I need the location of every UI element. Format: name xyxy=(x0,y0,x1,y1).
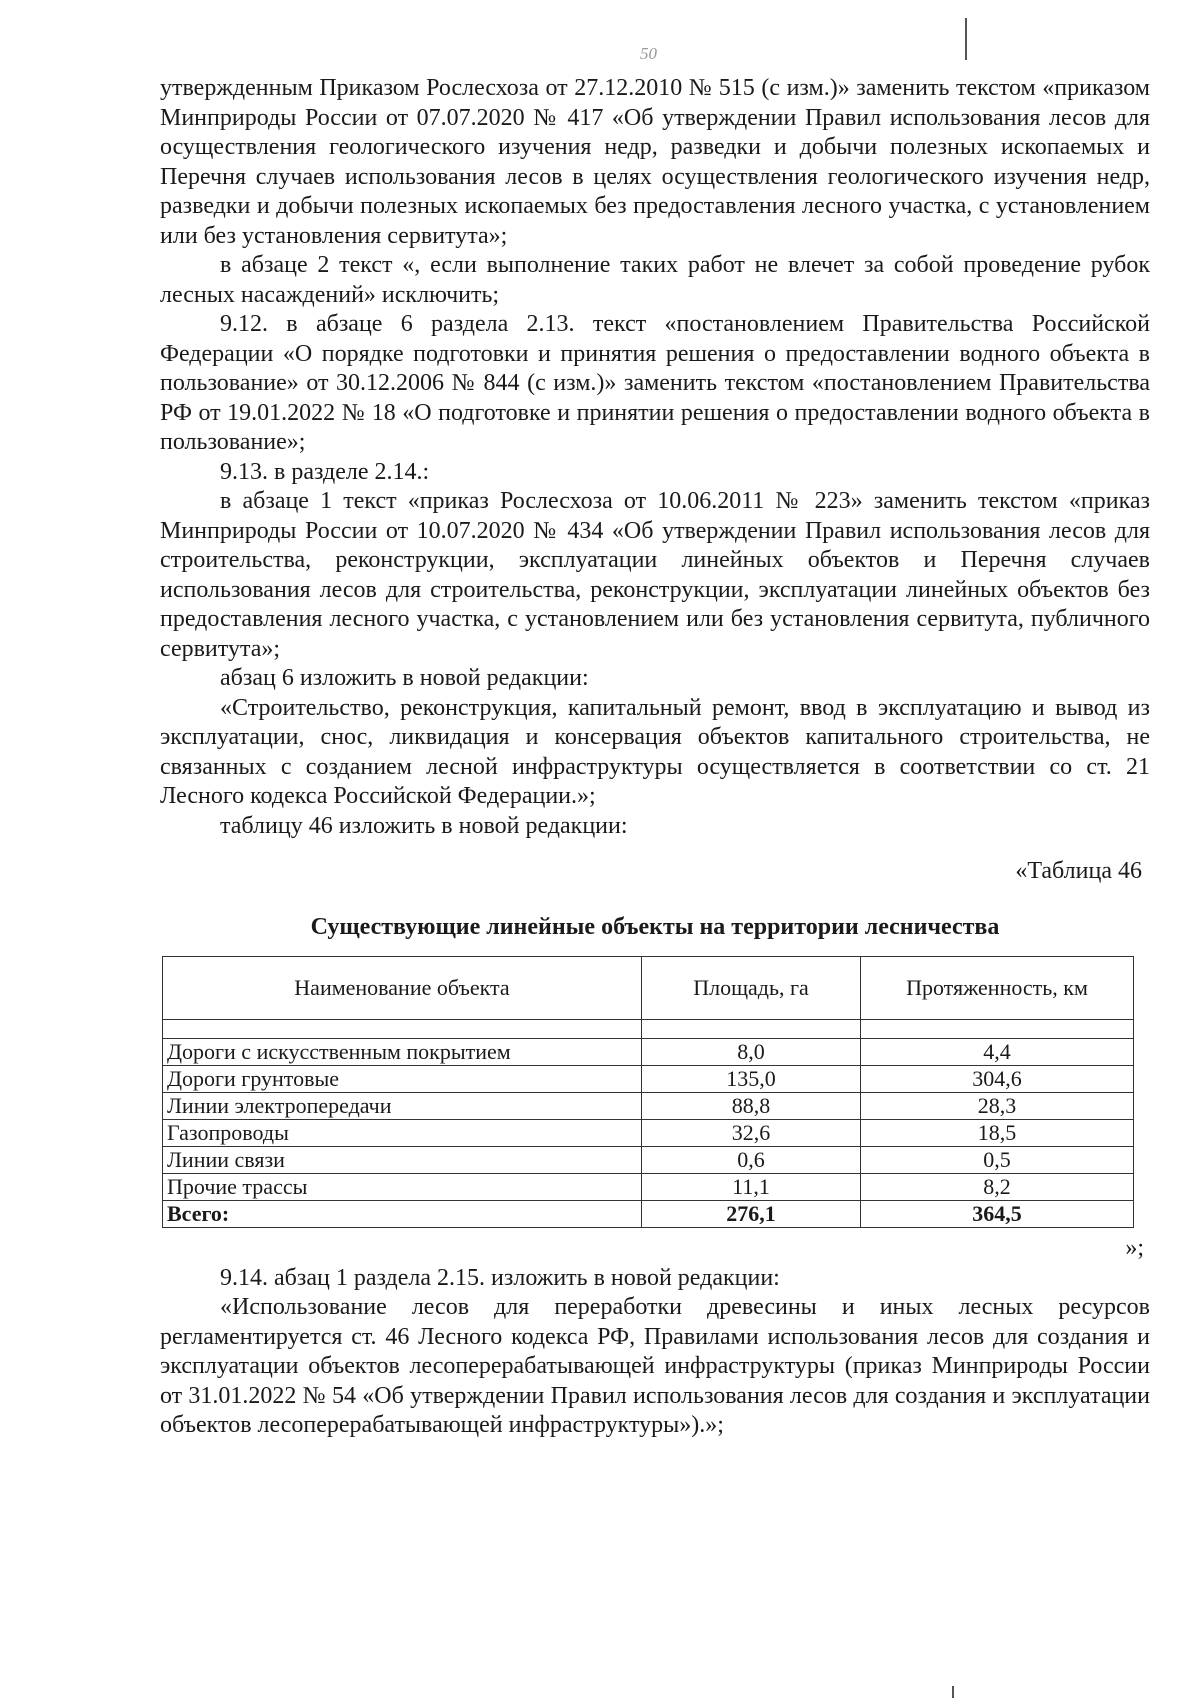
cell-length: 0,5 xyxy=(861,1147,1134,1174)
scan-mark-bottom xyxy=(952,1686,954,1698)
page-number: 50 xyxy=(640,44,657,63)
table-row xyxy=(163,1147,1134,1174)
table-row xyxy=(163,1174,1134,1201)
header-name: Наименование объекта xyxy=(163,957,642,1020)
cell-name: Дороги с искусственным покрытием xyxy=(163,1039,642,1066)
table-total-row xyxy=(163,1201,1134,1228)
linear-objects-table xyxy=(162,956,1134,1228)
cell-area: 11,1 xyxy=(642,1174,861,1201)
total-area: 276,1 xyxy=(642,1201,861,1228)
paragraph-p1: утвержденным Приказом Рослесхоза от 27.12.2010 № 515 (с изм.)» заменить текстом «приказом Минприроды России от 07.07.2020 № 417 «Об утверждении Правил использования лесов для осуществления геологического изучения недр, разведки и добычи полезных ископаемых и Перечня случаев использования лесов в целях осуществления геологического изучения недр, разведки и добычи полезных ископаемых без предоставления лесного участка, с установлением или без установления сервитута»; xyxy=(160,75,1150,249)
cell-length: 8,2 xyxy=(861,1174,1134,1201)
cell-name: Линии связи xyxy=(163,1147,642,1174)
paragraph-p6: абзац 6 изложить в новой редакции: xyxy=(220,665,589,691)
cell-length: 4,4 xyxy=(861,1039,1134,1066)
paragraphs-bottom xyxy=(160,1264,1150,1441)
table-row xyxy=(163,1120,1134,1147)
paragraph-p8: таблицу 46 изложить в новой редакции: xyxy=(220,812,628,839)
cell-length: 18,5 xyxy=(861,1120,1134,1147)
cell-area: 8,0 xyxy=(642,1039,861,1066)
cell-name: Прочие трассы xyxy=(163,1174,642,1201)
header-area: Площадь, га xyxy=(642,957,861,1020)
cell-area: 88,8 xyxy=(642,1093,861,1120)
total-label: Всего: xyxy=(163,1201,642,1228)
cell-name: Линии электропередачи xyxy=(163,1093,642,1120)
paragraph-p7: «Строительство, реконструкция, капитальный ремонт, ввод в эксплуатацию и вывод из эксплуатации, снос, ликвидация и консервация объектов капитального строительства, не связанных с созданием лесной инфраструктуры осуществляется в соответствии со ст. 21 Лесного кодекса Российской Федерации.»; xyxy=(160,694,1150,809)
paragraph-p4: 9.13. в разделе 2.14.: xyxy=(220,458,430,485)
cell-area: 135,0 xyxy=(642,1066,861,1093)
cell-area: 0,6 xyxy=(642,1147,861,1174)
document-body xyxy=(160,74,1150,1441)
paragraph-p2: в абзаце 2 текст «, если выполнение таких работ не влечет за собой проведение рубок лесных насаждений» исключить; xyxy=(160,252,1150,308)
total-length: 364,5 xyxy=(861,1201,1134,1228)
paragraph-p5: в абзаце 1 текст «приказ Рослесхоза от 10.06.2011 № 223» заменить текстом «приказ Минприроды России от 10.07.2020 № 434 «Об утверждении Правил использования лесов для строительства, реконструкции, эксплуатации линейных объектов и Перечня случаев использования лесов для строительства, реконструкции, эксплуатации линейных объектов без предоставления лесного участка, с установлением или без установления сервитута, публичного сервитута»; xyxy=(160,488,1150,662)
table-row xyxy=(163,1039,1134,1066)
cell-name: Газопроводы xyxy=(163,1120,642,1147)
table-title: Существующие линейные объекты на территории лесничества xyxy=(310,913,1000,940)
paragraph-p3: 9.12. в абзаце 6 раздела 2.13. текст «постановлением Правительства Российской Федерации «О порядке подготовки и принятия решения о предоставлении водного объекта в пользование» от 30.12.2006 № 844 (с изм.)» заменить текстом «постановлением Правительства РФ от 19.01.2022 № 18 «О подготовке и принятии решения о предоставлении водного объекта в пользование»; xyxy=(160,311,1150,455)
cell-name: Дороги грунтовые xyxy=(163,1066,642,1093)
table-label: «Таблица 46 xyxy=(1015,858,1142,884)
cell-area: 32,6 xyxy=(642,1120,861,1147)
table-header-row xyxy=(163,957,1134,1020)
paragraphs-top xyxy=(160,74,1150,841)
table-row xyxy=(163,1093,1134,1120)
table-row xyxy=(163,1066,1134,1093)
paragraph-p9: 9.14. абзац 1 раздела 2.15. изложить в новой редакции: xyxy=(220,1264,780,1291)
scan-mark-top xyxy=(965,18,967,60)
header-length: Протяженность, км xyxy=(861,957,1134,1020)
table-close: »; xyxy=(1125,1235,1144,1261)
cell-length: 28,3 xyxy=(861,1093,1134,1120)
table-spacer-row xyxy=(163,1020,1134,1039)
cell-length: 304,6 xyxy=(861,1066,1134,1093)
paragraph-p10: «Использование лесов для переработки древесины и иных лесных ресурсов регламентируется ст. 46 Лесного кодекса РФ, Правилами использования лесов для создания и эксплуатации объектов лесоперерабатывающей инфраструктуры (приказ Минприроды России от 31.01.2022 № 54 «Об утверждении Правил использования лесов для создания и эксплуатации объектов лесоперерабатывающей инфраструктуры»).»; xyxy=(160,1294,1150,1438)
